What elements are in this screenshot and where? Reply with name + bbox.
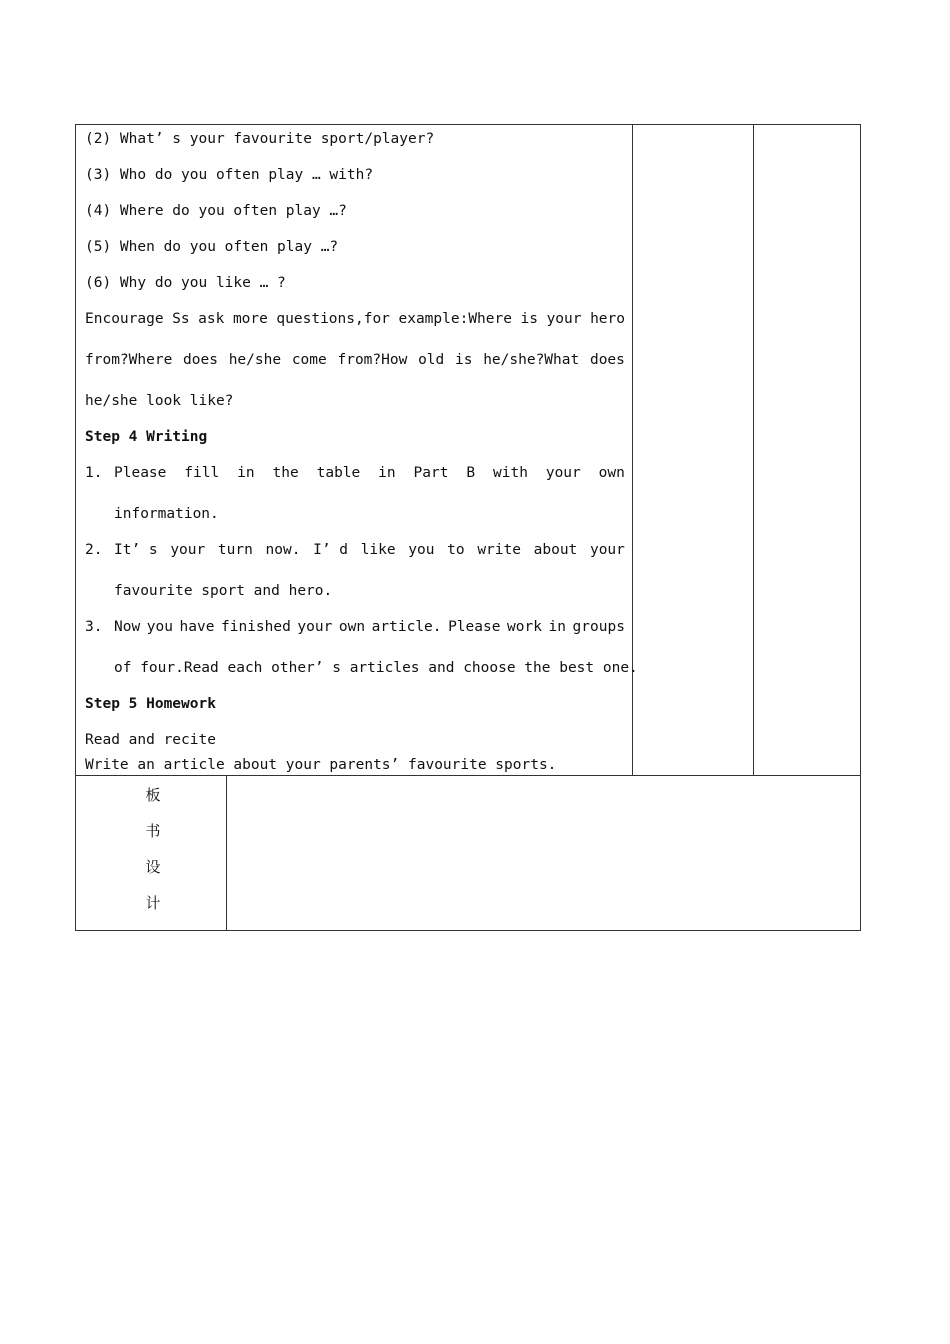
question-5: (5) When do you often play …?: [85, 239, 339, 255]
board-design-char: 计: [145, 894, 161, 912]
board-design-char: 板: [145, 786, 161, 804]
question-2: (2) What’ s your favourite sport/player?: [85, 131, 435, 147]
question-3: (3) Who do you often play … with?: [85, 167, 374, 183]
empty-column-2: [633, 125, 754, 775]
encourage-line-3: he/she look like?: [85, 393, 234, 409]
word: work: [507, 619, 542, 635]
board-design-label: [76, 776, 227, 930]
word: like: [360, 542, 396, 558]
word: in: [237, 465, 255, 481]
word: your: [170, 542, 206, 558]
word: example:Where: [398, 311, 512, 327]
encourage-line-1: [85, 309, 625, 329]
word: from?Where: [85, 352, 173, 368]
step4-item-1-cont: information.: [114, 506, 219, 522]
encourage-line-2: [85, 350, 625, 370]
question-6: (6) Why do you like … ?: [85, 275, 286, 291]
word: It’ s: [114, 542, 158, 558]
step4-item-2-cont: favourite sport and hero.: [114, 583, 333, 599]
word: article.: [371, 619, 442, 635]
word: about: [533, 542, 578, 558]
word: turn: [217, 542, 253, 558]
word: Please: [448, 619, 501, 635]
word: have: [179, 619, 215, 635]
question-4: (4) Where do you often play …?: [85, 203, 347, 219]
empty-column-3: [754, 125, 860, 775]
word: in: [548, 619, 566, 635]
word: Ss: [172, 311, 190, 327]
word: Please: [114, 465, 167, 481]
step4-item-3: [85, 617, 625, 637]
word: now.: [265, 542, 301, 558]
item-number: 1.: [85, 465, 103, 481]
word: he/she: [228, 352, 282, 368]
word: table: [316, 465, 361, 481]
word: groups: [572, 619, 625, 635]
word: B: [466, 465, 476, 481]
step5-line-1: Read and recite: [85, 732, 216, 748]
word: hero: [590, 311, 625, 327]
word: Encourage: [85, 311, 164, 327]
word: your: [545, 465, 581, 481]
word: you: [146, 619, 173, 635]
word: finished: [221, 619, 291, 635]
word: to: [447, 542, 465, 558]
word: old: [418, 352, 445, 368]
word: write: [477, 542, 521, 558]
step4-item-1: [85, 463, 625, 483]
lesson-procedure-table: [75, 124, 861, 776]
word: come: [291, 352, 327, 368]
item-number: 2.: [85, 542, 103, 558]
board-design-char: 设: [145, 858, 161, 876]
word: in: [378, 465, 396, 481]
word: own: [598, 465, 625, 481]
word: Now: [114, 619, 141, 635]
word: the: [272, 465, 299, 481]
step5-line-2: Write an article about your parents’ favourite sports.: [85, 757, 557, 773]
word: your: [297, 619, 333, 635]
word: from?How: [337, 352, 408, 368]
teaching-procedure-cell: [76, 125, 638, 775]
word: own: [338, 619, 366, 635]
word: is: [455, 352, 473, 368]
word: ask: [198, 311, 225, 327]
word: questions,for: [276, 311, 390, 327]
word: your: [589, 542, 625, 558]
word: is: [520, 311, 539, 327]
step4-heading: Step 4 Writing: [85, 429, 208, 445]
step4-item-3-cont: of four.Read each other’ s articles and choose the best one.: [114, 660, 638, 676]
item-number: 3.: [85, 619, 103, 635]
word: does: [589, 352, 625, 368]
word: you: [408, 542, 435, 558]
word: more: [232, 311, 268, 327]
step5-heading: Step 5 Homework: [85, 696, 216, 712]
word: Part: [413, 465, 449, 481]
word: your: [546, 311, 582, 327]
word: fill: [184, 465, 220, 481]
word: he/she?What: [483, 352, 580, 368]
board-design-char: 书: [145, 822, 161, 840]
board-design-content: [227, 776, 860, 930]
step4-item-2: [85, 540, 625, 560]
word: with: [493, 465, 528, 481]
board-design-table: [75, 775, 861, 931]
word: does: [183, 352, 218, 368]
word: I’ d: [313, 542, 349, 558]
